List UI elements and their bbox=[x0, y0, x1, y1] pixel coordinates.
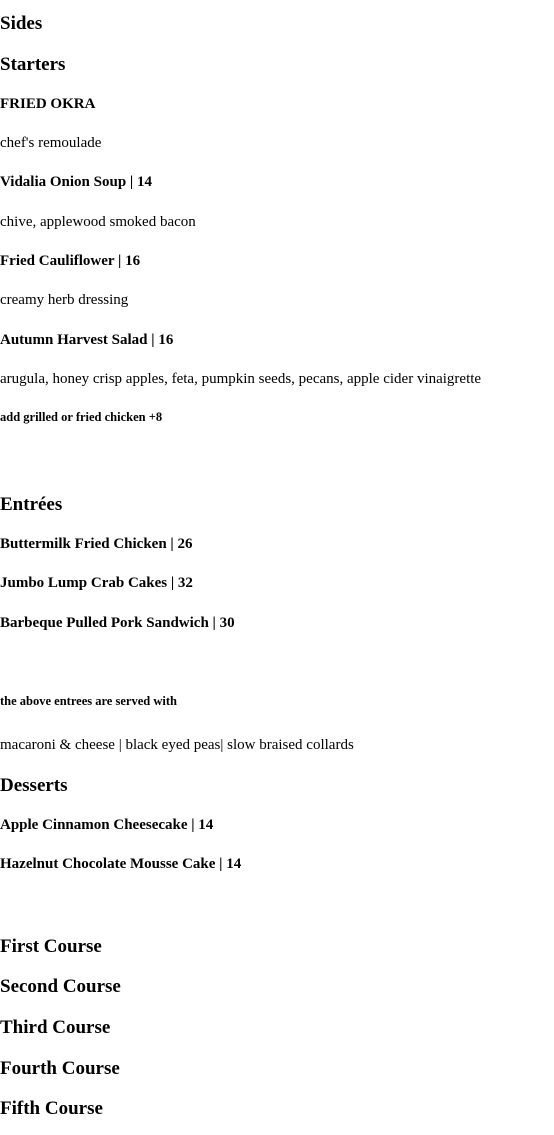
dessert-item-name: Hazelnut Chocolate Mousse Cake | 14 bbox=[0, 856, 242, 872]
first-course-heading: First Course bbox=[0, 936, 102, 957]
starter-addon-note: add grilled or fried chicken +8 bbox=[0, 410, 163, 424]
third-course-heading: Third Course bbox=[0, 1017, 111, 1038]
entree-item-name: Barbeque Pulled Pork Sandwich | 30 bbox=[0, 615, 235, 631]
entree-item-name: Buttermilk Fried Chicken | 26 bbox=[0, 536, 193, 552]
starter-item-name: Fried Cauliflower | 16 bbox=[0, 253, 141, 269]
entree-served-with-label: the above entrees are served with bbox=[0, 694, 177, 708]
starter-item-desc: chef's remoulade bbox=[0, 135, 102, 151]
starter-item-desc: creamy herb dressing bbox=[0, 292, 129, 308]
starters-heading: Starters bbox=[0, 54, 66, 75]
second-course-heading: Second Course bbox=[0, 976, 121, 997]
entrees-heading: Entrées bbox=[0, 494, 63, 515]
fifth-course-heading: Fifth Course bbox=[0, 1098, 103, 1119]
starter-item-name: FRIED OKRA bbox=[0, 96, 96, 112]
starter-item-desc: chive, applewood smoked bacon bbox=[0, 214, 196, 230]
entree-item-name: Jumbo Lump Crab Cakes | 32 bbox=[0, 575, 193, 591]
starter-item-desc: arugula, honey crisp apples, feta, pumpkin seeds, pecans, apple cider vinaigrette bbox=[0, 371, 482, 387]
sides-heading: Sides bbox=[0, 13, 43, 34]
dessert-item-name: Apple Cinnamon Cheesecake | 14 bbox=[0, 817, 214, 833]
starter-item-name: Autumn Harvest Salad | 16 bbox=[0, 332, 174, 348]
starter-item-name: Vidalia Onion Soup | 14 bbox=[0, 174, 152, 190]
entree-served-with-items: macaroni & cheese | black eyed peas| slow braised collards bbox=[0, 737, 354, 753]
desserts-heading: Desserts bbox=[0, 775, 68, 796]
fourth-course-heading: Fourth Course bbox=[0, 1058, 120, 1079]
